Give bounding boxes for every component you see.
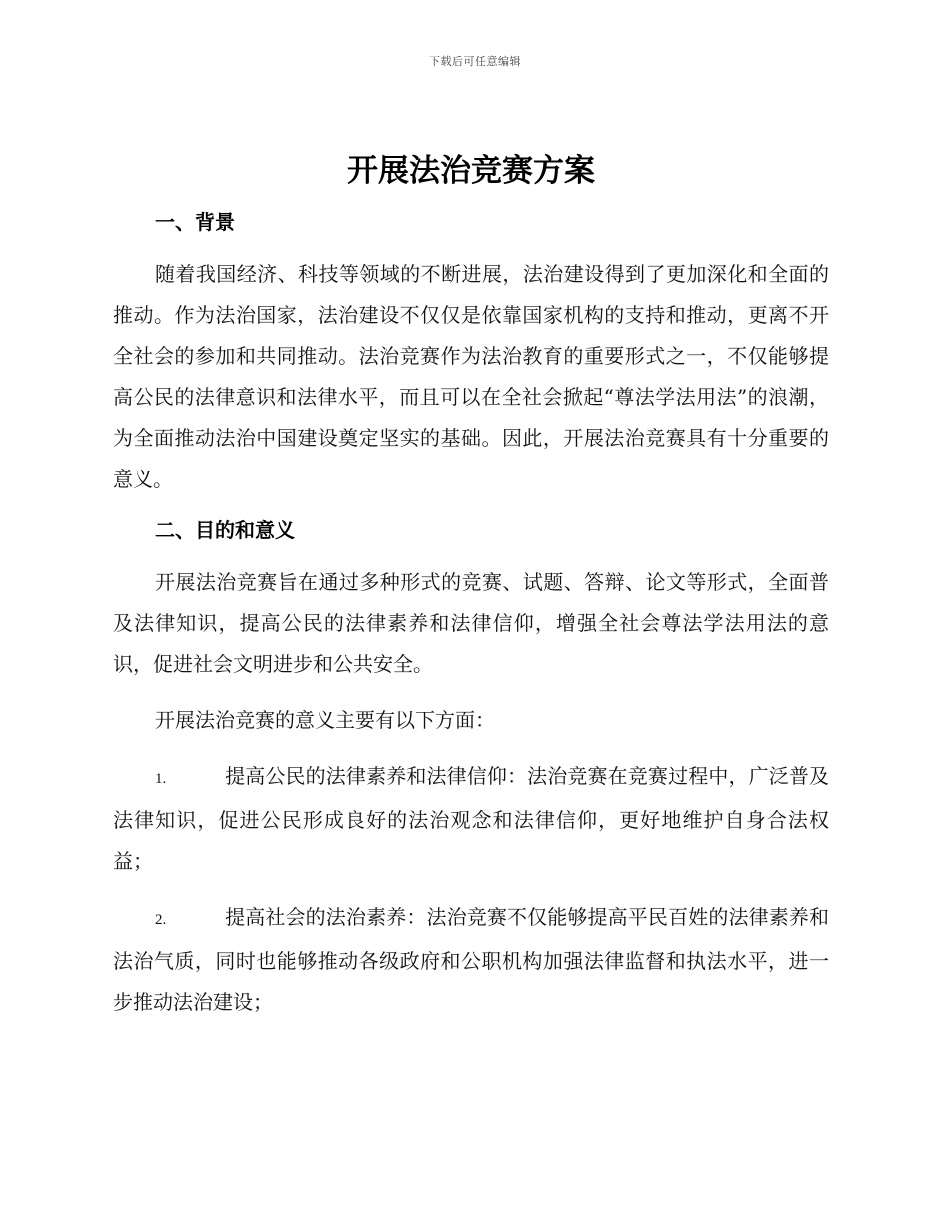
background-paragraph: 随着我国经济、科技等领域的不断进展，法治建设得到了更加深化和全面的推动。作为法治国家，法治建设不仅仅是依靠国家机构的支持和推动，更离不开全社会的参加和共同推动。法治竞赛作为法治教育的重要形式之一，不仅能够提高公民的法律意识和法律水平，而且可以在全社会掀起“尊法学法用法”的浪潮，为全面推动法治中国建设奠定坚实的基础。因此，开展法治竞赛具有十分重要的意义。	[113, 262, 829, 491]
document-body	[113, 148, 829, 1038]
list-item-number: 1.	[155, 771, 167, 787]
list-item-text: 提高公民的法律素养和法律信仰：法治竞赛在竞赛过程中，广泛普及法律知识，促进公民形成良好的法治观念和法律信仰，更好地维护自身合法权益；	[113, 764, 829, 873]
purpose-paragraph: 开展法治竞赛旨在通过多种形式的竞赛、试题、答辩、论文等形式，全面普及法律知识，提高公民的法律素养和法律信仰，增强全社会尊法学法用法的意识，促进社会文明进步和公共安全。	[113, 570, 829, 676]
page-header-note: 下载后可任意编辑	[429, 55, 521, 68]
document-title: 开展法治竞赛方案	[347, 153, 595, 189]
list-item-number: 2.	[155, 912, 167, 928]
list-item-text: 提高社会的法治素养：法治竞赛不仅能够提高平民百姓的法律素养和法治气质，同时也能够推动各级政府和公职机构加强法律监督和执法水平，进一步推动法治建设；	[113, 905, 829, 1014]
section-heading-purpose: 二、目的和意义	[155, 518, 295, 542]
significance-intro-paragraph: 开展法治竞赛的意义主要有以下方面：	[155, 708, 495, 732]
list-item	[113, 756, 829, 882]
list-item	[113, 897, 829, 1023]
section-heading-background: 一、背景	[155, 210, 235, 234]
